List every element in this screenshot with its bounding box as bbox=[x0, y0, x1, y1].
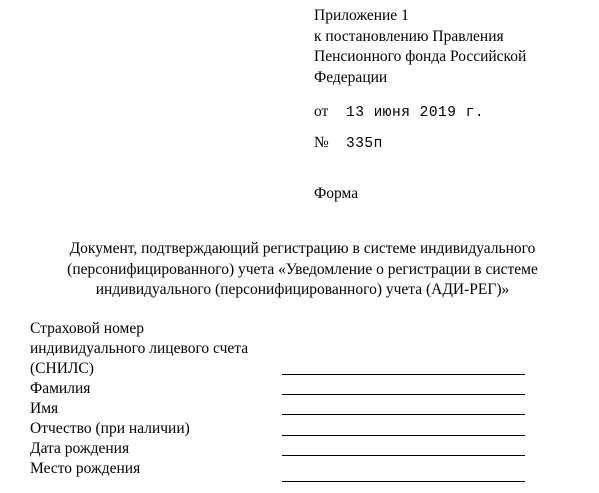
birth-place-input-line[interactable] bbox=[282, 481, 525, 482]
surname-input-line[interactable] bbox=[282, 394, 525, 395]
date-value: 13 июня 2019 г. bbox=[346, 105, 485, 121]
name-label: Имя bbox=[30, 400, 59, 417]
appendix-line-1: Приложение 1 bbox=[314, 7, 409, 24]
resolution-date-row bbox=[314, 102, 484, 123]
document-title-line-2: (персонифицированного) учета «Уведомление о регистрации в системе bbox=[67, 260, 538, 278]
appendix-line-2: к постановлению Правления bbox=[314, 27, 504, 45]
name-input-line[interactable] bbox=[282, 414, 525, 415]
document-title bbox=[30, 239, 575, 301]
snils-label-line-2: индивидуального лицевого счета bbox=[30, 340, 249, 357]
snils-label-line-1: Страховой номер bbox=[30, 320, 144, 337]
resolution-number-row bbox=[314, 133, 383, 154]
number-label: № bbox=[314, 134, 329, 151]
birth-date-label: Дата рождения bbox=[30, 440, 130, 457]
patronymic-label: Отчество (при наличии) bbox=[30, 420, 190, 437]
birth-date-input-line[interactable] bbox=[282, 455, 525, 456]
snils-label-line-3: (СНИЛС) bbox=[30, 360, 94, 377]
birth-place-label: Место рождения bbox=[30, 460, 141, 477]
appendix-line-3: Пенсионного фонда Российской bbox=[314, 48, 527, 65]
form-label: Форма bbox=[314, 185, 359, 202]
appendix-line-4: Федерации bbox=[314, 68, 388, 86]
surname-label: Фамилия bbox=[30, 380, 91, 397]
number-value: 335п bbox=[346, 136, 383, 152]
snils-input-line[interactable] bbox=[282, 374, 525, 375]
document-title-line-1: Документ, подтверждающий регистрацию в системе индивидуального bbox=[69, 240, 536, 257]
appendix-header bbox=[314, 6, 526, 88]
document-title-line-3: индивидуального (персонифицированного) учета (АДИ-РЕГ)» bbox=[95, 281, 510, 298]
patronymic-input-line[interactable] bbox=[282, 435, 525, 436]
date-label: от bbox=[314, 103, 329, 120]
